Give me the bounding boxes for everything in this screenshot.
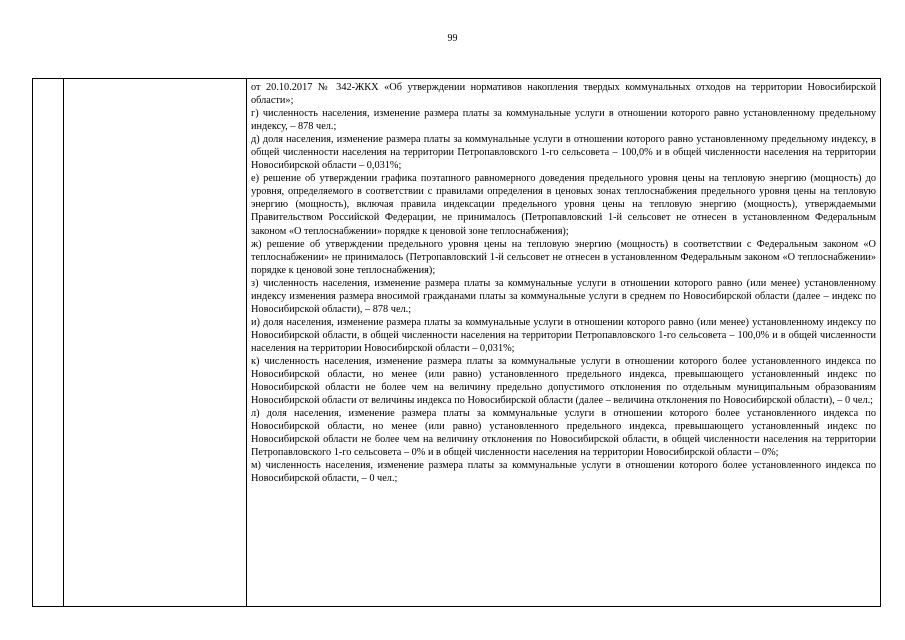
paragraph: з) численность населения, изменение размера платы за коммунальные услуги в отношении которого равно (или менее) установленному индексу изменения размера вносимой гражданами платы за коммунальные услуги в среднем по Новосибирской области (далее – индекс по Новосибирской области), – 878 чел.; bbox=[251, 277, 876, 315]
table-cell-number bbox=[33, 79, 64, 607]
document-table bbox=[32, 78, 881, 607]
paragraph: л) доля населения, изменение размера платы за коммунальные услуги в отношении которого более установленного индекса по Новосибирской области, но менее (или равно) установленного предельного индекса, превышающего установленный индекс по Новосибирской области не более чем на величину отклонения по Новосибирской области, в общей численности населения на территории Петропавловского 1-го сельсовета – 0% и в общей численности населения на территории Новосибирской области – 0%; bbox=[251, 408, 876, 459]
paragraph: е) решение об утверждении графика поэтапного равномерного доведения предельного уровня цены на тепловую энергию (мощность) до уровня, определяемого в соответствии с правилами определения в ценовых зонах теплоснабжения предельного уровня цены на тепловую энергию (мощность), включая правила индексации предельного уровня цены на тепловую энергию (мощность), утверждаемыми Правительством Российской Федерации, не принималось (Петропавловский 1-й сельсовет не отнесен в установленном Федеральным законом «О теплоснабжении» порядке к ценовой зоне теплоснабжения); bbox=[251, 173, 876, 237]
paragraph: ж) решение об утверждении предельного уровня цены на тепловую энергию (мощность) в соответствии с Федеральным законом «О теплоснабжении» не принималось (Петропавловский 1-й сельсовет не отнесен в установленном Федеральным законом «О теплоснабжении» порядке к ценовой зоне теплоснабжения); bbox=[251, 238, 876, 276]
paragraph: от 20.10.2017 № 342-ЖКХ «Об утверждении нормативов накопления твердых коммунальных отходов на территории Новосибирской области»; bbox=[251, 82, 876, 107]
table-cell-name bbox=[64, 79, 247, 607]
paragraph: и) доля населения, изменение размера платы за коммунальные услуги в отношении которого равно (или менее) установленному индексу по Новосибирской области, в общей численности населения на территории Петропавловского 1-го сельсовета – 100,0% и в общей численности населения на территории Новосибирской области – 0,031%; bbox=[251, 316, 876, 354]
page-number: 99 bbox=[447, 33, 458, 44]
paragraph: к) численность населения, изменение размера платы за коммунальные услуги в отношении которого более установленного индекса по Новосибирской области, но менее (или равно) установленного предельного индекса, превышающего установленный индекс по Новосибирской области не более чем на величину предельно допустимого отклонения по отдельным муниципальным образованиям Новосибирской области от величины индекса по Новосибирской области (далее – величина отклонения по Новосибирской области), – 0 чел.; bbox=[251, 355, 876, 407]
description-text bbox=[247, 79, 880, 485]
table-row bbox=[33, 79, 881, 607]
paragraph: м) численность населения, изменение размера платы за коммунальные услуги в отношении которого более установленного индекса по Новосибирской области, – 0 чел.; bbox=[251, 460, 876, 485]
paragraph: д) доля населения, изменение размера платы за коммунальные услуги в отношении которого равно установленному предельному индексу, в общей численности населения на территории Петропавловского 1-го сельсовета – 100,0% и в общей численности населения на территории Новосибирской области – 0,031%; bbox=[251, 134, 876, 172]
paragraph: г) численность населения, изменение размера платы за коммунальные услуги в отношении которого равно установленному предельному индексу, – 878 чел.; bbox=[251, 108, 876, 133]
table-cell-description bbox=[247, 79, 881, 607]
